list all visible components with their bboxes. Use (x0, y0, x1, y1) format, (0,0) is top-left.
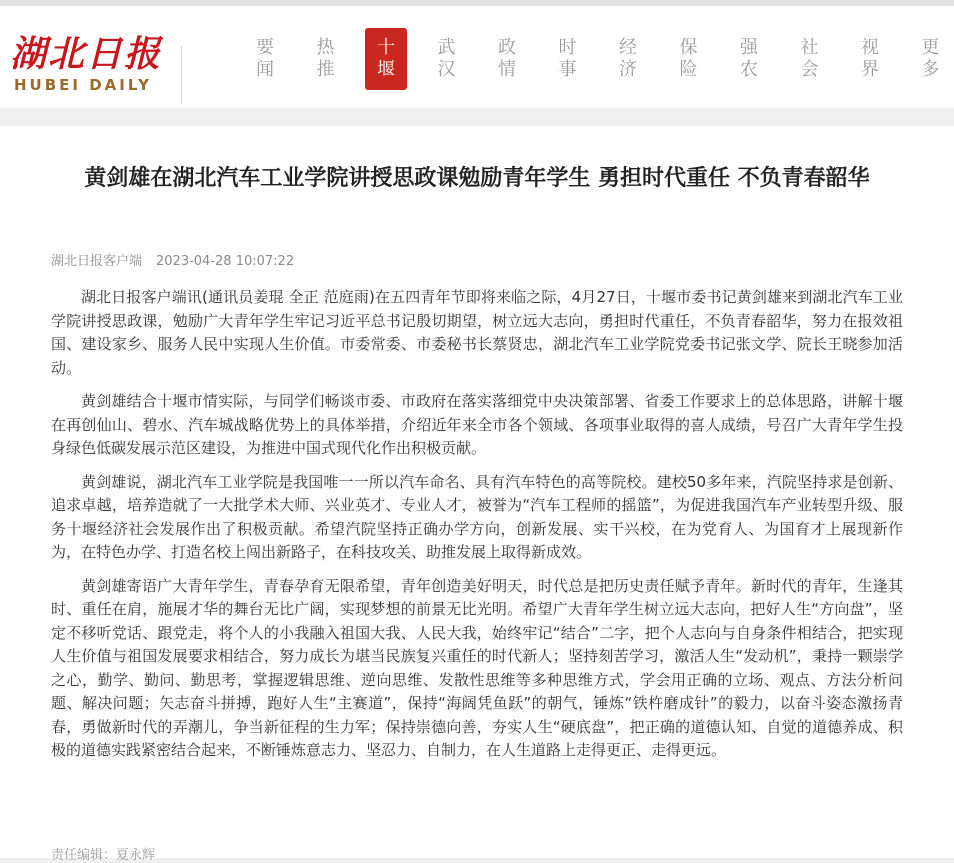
channel-nav (210, 28, 940, 90)
site-header (0, 6, 954, 108)
nav-item-label: 政情 (498, 37, 516, 80)
nav-item[interactable] (607, 28, 649, 90)
nav-item[interactable] (305, 28, 347, 90)
nav-item-label: 更多 (921, 37, 940, 80)
nav-item-label: 社会 (800, 37, 819, 80)
article-paragraph: 黄剑雄结合十堰市情实际，与同学们畅谈市委、市政府在落实落细党中央决策部署、省委工作要求上的总体思路，讲解十堰在再创仙山、碧水、汽车城战略优势上的具体举措，介绍近年来全市各个领域、各项事业取得的喜人成绩，号召广大青年学生投身绿色低碳发展示范区建设，为推进中国式现代化作出积极贡献。 (51, 392, 903, 457)
nav-item[interactable] (728, 28, 770, 90)
nav-item-label: 强农 (740, 37, 758, 80)
nav-item[interactable] (365, 28, 407, 90)
article-paragraph: 湖北日报客户端讯(通讯员姜琨 全正 范庭雨)在五四青年节即将来临之际，4月27日，十堰市委书记黄剑雄来到湖北汽车工业学院讲授思政课，勉励广大青年学生牢记习近平总书记殷切期望，树立远大志向，勇担时代重任，不负青春韶华，努力在报效祖国、建设家乡、服务人民中实现人生价值。市委常委、市委秘书长蔡贤忠，湖北汽车工业学院党委书记张文学、院长王晓参加活动。 (51, 288, 903, 377)
nav-item[interactable] (547, 28, 589, 90)
article-paragraph: 黄剑雄说，湖北汽车工业学院是我国唯一一所以汽车命名、具有汽车特色的高等院校。建校50多年来，汽院坚持求是创新、追求卓越，培养造就了一大批学术大师、兴业英才、专业人才，被誉为“汽车工程师的摇篮”，为促进我国汽车产业转型升级、服务十堰经济社会发展作出了积极贡献。希望汽院坚持正确办学方向，创新发展、实干兴校，在为党育人、为国育才上展现新作为，在特色办学、打造名校上闯出新路子，在科技攻关、助推发展上取得新成效。 (51, 472, 903, 561)
nav-item[interactable] (486, 28, 528, 90)
article-source: 湖北日报客户端 (51, 254, 143, 269)
nav-item-label: 要闻 (256, 37, 274, 80)
article-container (0, 126, 954, 863)
article-title: 黄剑雄在湖北汽车工业学院讲授思政课勉励青年学生 勇担时代重任 不负青春韶华 (84, 165, 870, 191)
nav-item-label: 视界 (861, 37, 879, 80)
nav-item-label: 时事 (558, 37, 577, 80)
article-meta (51, 250, 294, 269)
nav-item[interactable] (849, 28, 891, 90)
article-datetime: 2023-04-28 10:07:22 (156, 254, 295, 269)
article-paragraph: 黄剑雄寄语广大青年学生，青春孕育无限希望，青年创造美好明天，时代总是把历史责任赋予青年。新时代的青年，生逢其时、重任在肩，施展才华的舞台无比广阔，实现梦想的前景无比光明。希望广大青年学生树立远大志向，把好人生“方向盘”，坚定不移听党话、跟党走，将个人的小我融入祖国大我、人民大我，始终牢记“结合”二字，把个人志向与自身条件相结合，把实现人生价值与祖国发展要求相结合，努力成长为堪当民族复兴重任的时代新人；坚持刻苦学习，激活人生“发动机”，秉持一颗崇学之心，勤学、勤问、勤思考，掌握逻辑思维、逆向思维、发散性思维等多种思维方式，学会用正确的立场、观点、方法分析问题、解决问题；矢志奋斗拼搏，跑好人生“主赛道”，保持“海阔凭鱼跃”的朝气，锤炼“铁杵磨成针”的毅力，以奋斗姿态激扬青春，勇做新时代的弄潮儿，争当新征程的生力军；保持崇德向善，夯实人生“硬底盘”，把正确的道德认知、自觉的道德养成、积极的道德实践紧密结合起来，不断锤炼意志力、坚忍力、自制力，在人生道路上走得更正、走得更远。 (51, 576, 903, 759)
nav-item[interactable] (244, 28, 286, 90)
logo-english-name: HUBEI DAILY (14, 76, 152, 94)
nav-item[interactable] (789, 28, 831, 90)
nav-item[interactable] (426, 28, 468, 90)
hubei-daily-logo[interactable] (0, 24, 170, 100)
nav-item-label: 经济 (619, 37, 637, 80)
nav-item-label: 武汉 (437, 37, 456, 80)
header-divider (181, 46, 182, 104)
nav-item[interactable] (668, 28, 710, 90)
logo-chinese-name: 湖北日报 (10, 33, 163, 75)
nav-item[interactable] (910, 28, 952, 90)
nav-item-label: 十堰 (377, 37, 395, 80)
article-body (51, 286, 903, 773)
nav-item-label: 保险 (679, 37, 698, 80)
nav-item-label: 热推 (316, 37, 335, 80)
responsible-editor: 责任编辑：夏永辉 (51, 848, 156, 863)
